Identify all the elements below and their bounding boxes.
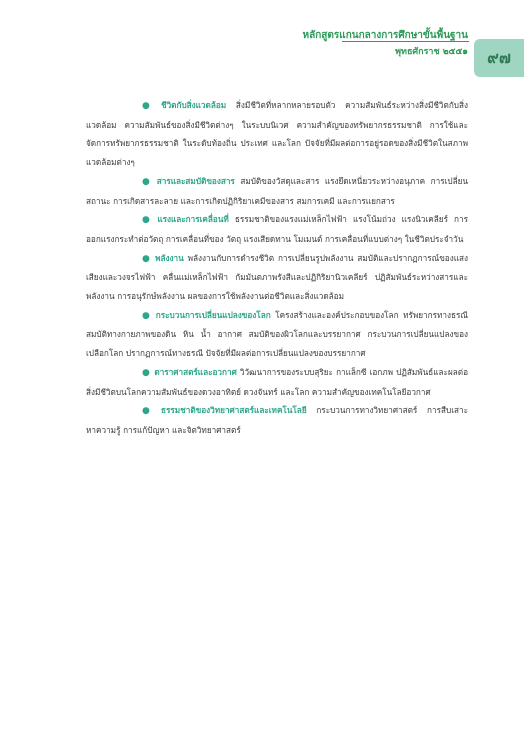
paragraph <box>86 96 468 172</box>
body-text <box>86 96 468 440</box>
paragraph <box>86 210 468 248</box>
topic-term: แรงและการเคลื่อนที่ <box>157 214 229 225</box>
topic-term: ชีวิตกับสิ่งแวดล้อม <box>161 100 227 110</box>
paragraph <box>86 172 468 210</box>
topic-term: สารและสมบัติของสาร <box>156 175 235 186</box>
paragraph <box>86 401 468 439</box>
topic-term: ธรรมชาติของวิทยาศาสตร์และเทคโนโลยี <box>160 405 307 416</box>
topic-description: สมบัติของวัสดุและสาร แรงยึดเหนี่ยวระหว่างอนุภาค การเปลี่ยนสถานะ การเกิดสารละลาย และการเกิดปฏิกิริยาเคมีของสาร สมการเคมี และการแยกสาร <box>86 175 468 206</box>
bullet-icon: ● <box>142 310 152 321</box>
topic-description: พลังงานกับการดำรงชีวิต การเปลี่ยนรูปพลังงาน สมบัติและปรากฏการณ์ของแสง เสียงและวงจรไฟฟ้า คลื่นแม่เหล็กไฟฟ้า กัมมันตภาพรังสีและปฏิกิริยานิวเคลียร์ ปฏิสัมพันธ์ระหว่างสารและพลังงาน การอนุรักษ์พลังงาน ผลของการใช้พลังงานต่อชีวิตและสิ่งแวดล้อม <box>86 252 468 302</box>
topic-description: กระบวนการทางวิทยาศาสตร์ การสืบเสาะหาความรู้ การแก้ปัญหา และจิตวิทยาศาสตร์ <box>86 405 468 435</box>
paragraph <box>86 249 468 306</box>
paragraph <box>86 363 468 401</box>
header-title: หลักสูตรแกนกลางการศึกษาขั้นพื้นฐาน <box>302 30 468 41</box>
topic-description: สิ่งมีชีวิตที่หลากหลายรอบตัว ความสัมพันธ์ระหว่างสิ่งมีชีวิตกับสิ่งแวดล้อม ความสัมพันธ์ของสิ่งมีชีวิตต่างๆ ในระบบนิเวศ ความสำคัญของทรัพยากรธรรมชาติ การใช้และจัดการทรัพยากรธรรมชาติ ในระดับท้องถิ่น ประเทศ และโลก ปัจจัยที่มีผลต่อการอยู่รอดของสิ่งมีชีวิตในสภาพแวดล้อมต่างๆ <box>86 100 468 168</box>
page-number: ๙๗ <box>487 47 511 67</box>
page-number-tab <box>474 39 524 77</box>
topic-term: พลังงาน <box>155 252 184 263</box>
bullet-icon: ● <box>142 101 158 111</box>
paragraph <box>86 306 468 363</box>
topic-description: วิวัฒนาการของระบบสุริยะ กาแล็กซี เอกภพ ปฏิสัมพันธ์และผลต่อสิ่งมีชีวิตบนโลกความสัมพันธ์ของดวงอาทิตย์ ดวงจันทร์ และโลก ความสำคัญของเทคโนโลยีอวกาศ <box>86 366 468 397</box>
bullet-icon: ● <box>142 367 151 378</box>
bullet-icon: ● <box>142 215 154 226</box>
topic-term: ดาราศาสตร์และอวกาศ <box>154 366 237 377</box>
bullet-icon: ● <box>142 253 152 264</box>
topic-term: กระบวนการเปลี่ยนแปลงของโลก <box>155 309 271 320</box>
topic-description: โครงสร้างและองค์ประกอบของโลก ทรัพยากรทางธรณี สมบัติทางกายภาพของดิน หิน น้ำ อากาศ สมบัติของผิวโลกและบรรยากาศ กระบวนการเปลี่ยนแปลงของเปลือกโลก ปรากฏการณ์ทางธรณี ปัจจัยที่มีผลต่อการเปลี่ยนแปลงของบรรยากาศ <box>86 309 468 359</box>
topic-description: ธรรมชาติของแรงแม่เหล็กไฟฟ้า แรงโน้มถ่วง แรงนิวเคลียร์ การออกแรงกระทำต่อวัตถุ การเคลื่อนที่ของ วัตถุ แรงเสียดทาน โมเมนต์ การเคลื่อนที่แบบต่างๆ ในชีวิตประจำวัน <box>86 214 468 244</box>
bullet-icon: ● <box>142 406 157 417</box>
bullet-icon: ● <box>142 176 153 187</box>
header-subtitle: พุทธศักราช ๒๕๕๑ <box>395 47 468 57</box>
header-rule <box>342 41 469 42</box>
